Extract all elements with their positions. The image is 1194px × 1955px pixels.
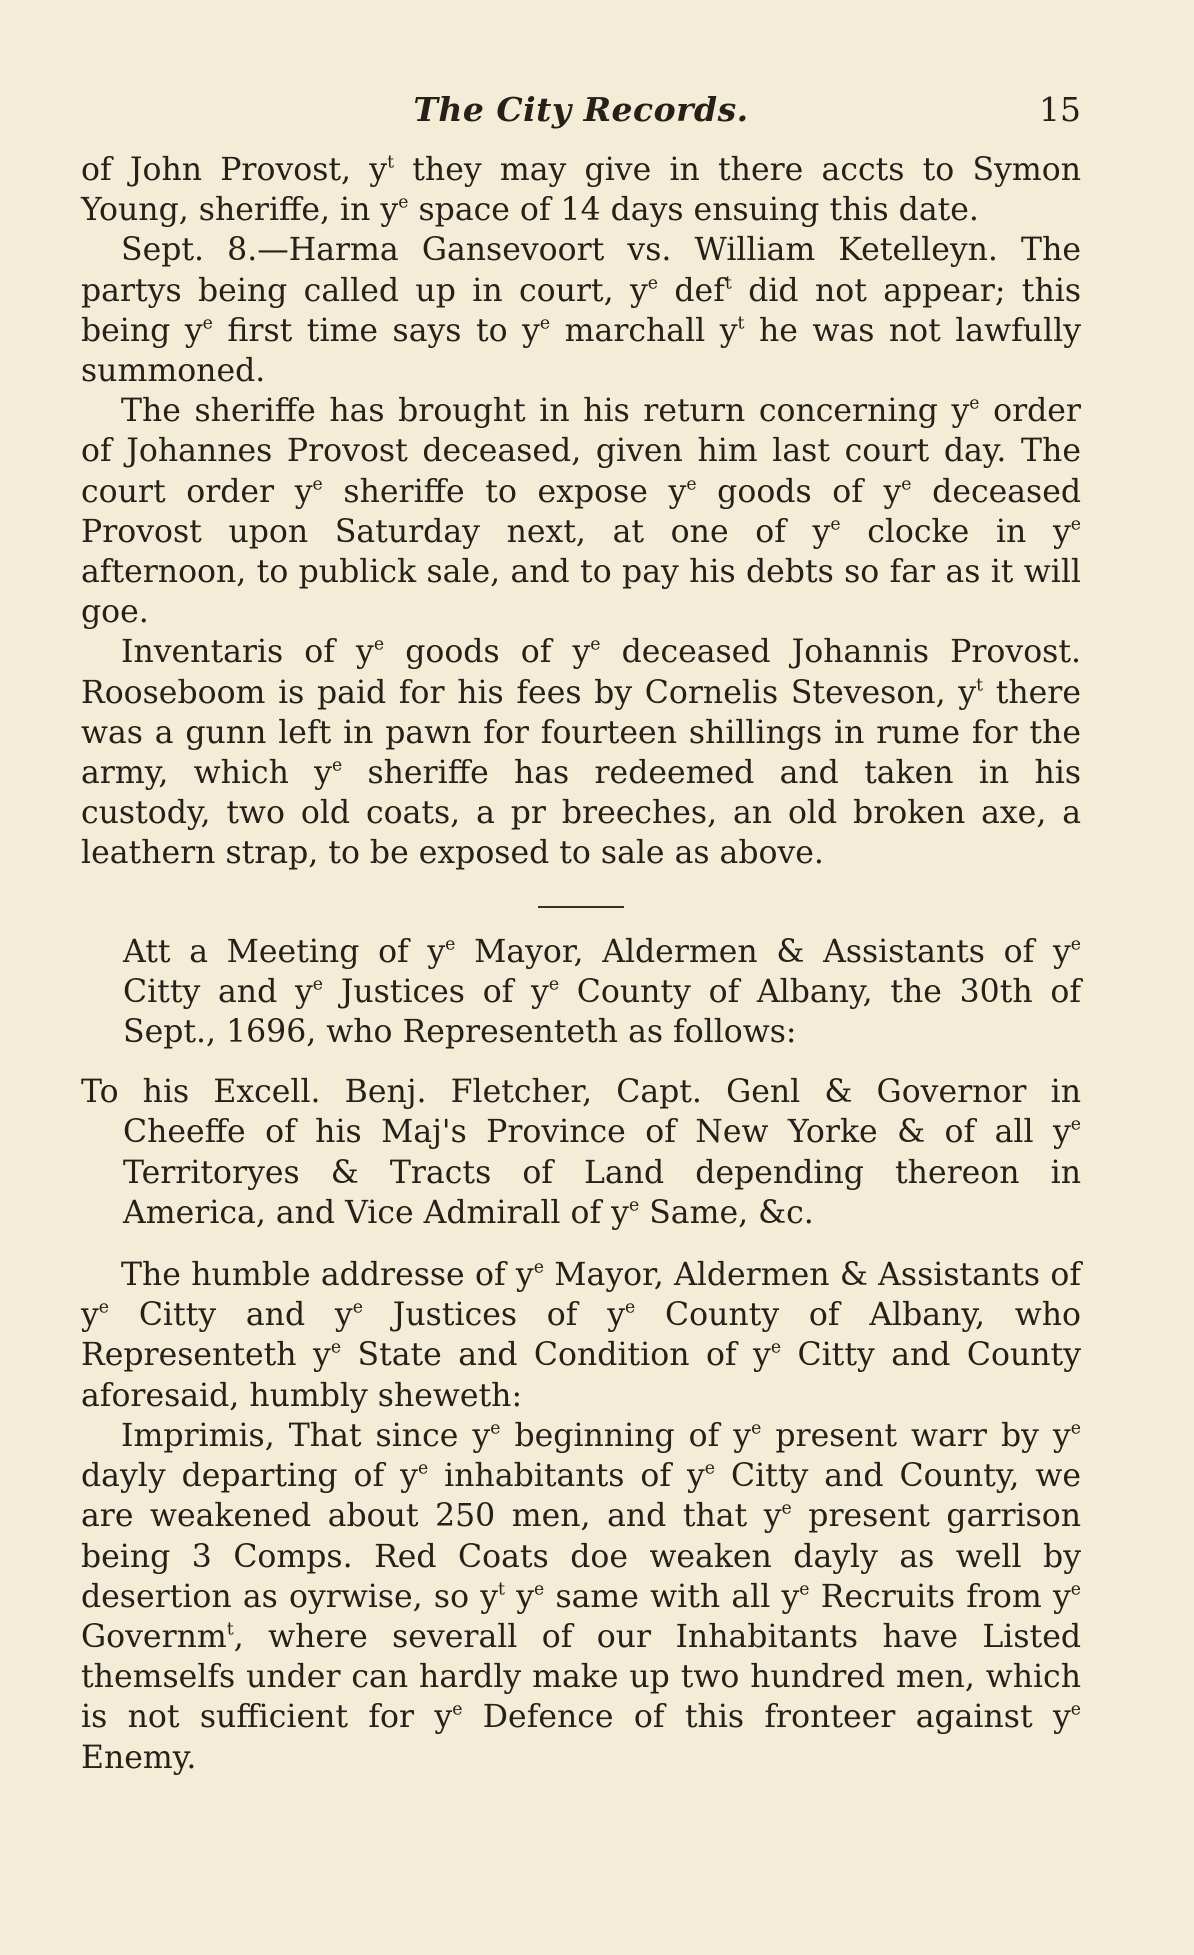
page-text [81,150,1081,1778]
running-head-title: The City Records. [413,90,749,129]
paragraph-1: of John Provost, $y^t$ they may give in there accts to Symon Young, sheriffe, in $y^e$ space of 14 days ensuing this date. [81,152,1081,229]
paragraph-3: The sheriffe has brought in his return concerning $y^e$ order of Johannes Provost deceased, given him last court day. The court order $y^e$ sheriffe to expose $y^e$ goods of $y^e$ deceased Provost upon Saturday next, at one of $y^e$ clocke in $y^e$ afternoon, to publick sale, and to pay his debts so far as it will goe. [81,393,1081,631]
paragraph-imprimis: Imprimis, That since $y^e$ beginning of $y^e$ present warr by $y^e$ dayly departing of $y^e$ inhabitants of $y^e$ Citty and County, we are weakened about 250 men, and that $y^e$ present garrison being 3 Comps. Red Coats doe weaken dayly as well by desertion as oyrwise, so $y^t$ $y^e$ same with all $y^e$ Recruits from $y^e$ Governm$^t$, where severall of our Inhabitants have Listed themselfs under can hardly make up two hundred men, which is not sufficient for $y^e$ Defence of this fronteer against $y^e$ Enemy. [81,1417,1081,1776]
paragraph-address-intro: The humble addresse of $y^e$ Mayor, Aldermen & Assistants of $y^e$ Citty and $y^e$ Justices of $y^e$ County of Albany, who Representeth $y^e$ State and Condition of $y^e$ Citty and County aforesaid, humbly sheweth: [81,1257,1081,1414]
section-divider [538,906,624,908]
running-head [81,90,1081,134]
book-page [81,90,1081,1778]
paragraph-2: Sept. 8.—Harma Gansevoort vs. William Ketelleyn. The partys being called up in court, $y^e$ def$^t$ did not appear; this being $y^e$ first time says to $y^e$ marchall $y^t$ he was not lawfully summoned. [81,232,1082,390]
paragraph-4: Inventaris of $y^e$ goods of $y^e$ deceased Johannis Provost. Rooseboom is paid for his fees by Cornelis Steveson, $y^t$ there was a gunn left in pawn for fourteen shillings in rume for the army, which $y^e$ sheriffe has redeemed and taken in his custody, two old coats, a pr breeches, an old broken axe, a leathern strap, to be exposed to sale as above. [81,634,1081,872]
address-heading: To his Excell. Benj. Fletcher, Capt. Genl & Governor in Cheeffe of his Maj's Province of New Yorke & of all $y^e$ Territoryes & Tracts of Land depending thereon in America, and Vice Admirall of $y^e$ Same, &c. [81,1074,1081,1231]
meeting-heading: Att a Meeting of $y^e$ Mayor, Aldermen & Assistants of $y^e$ Citty and $y^e$ Justices of $y^e$ County of Albany, the 30th of Sept., 1696, who Representeth as follows: [123,933,1081,1051]
page-number: 15 [1039,90,1081,129]
